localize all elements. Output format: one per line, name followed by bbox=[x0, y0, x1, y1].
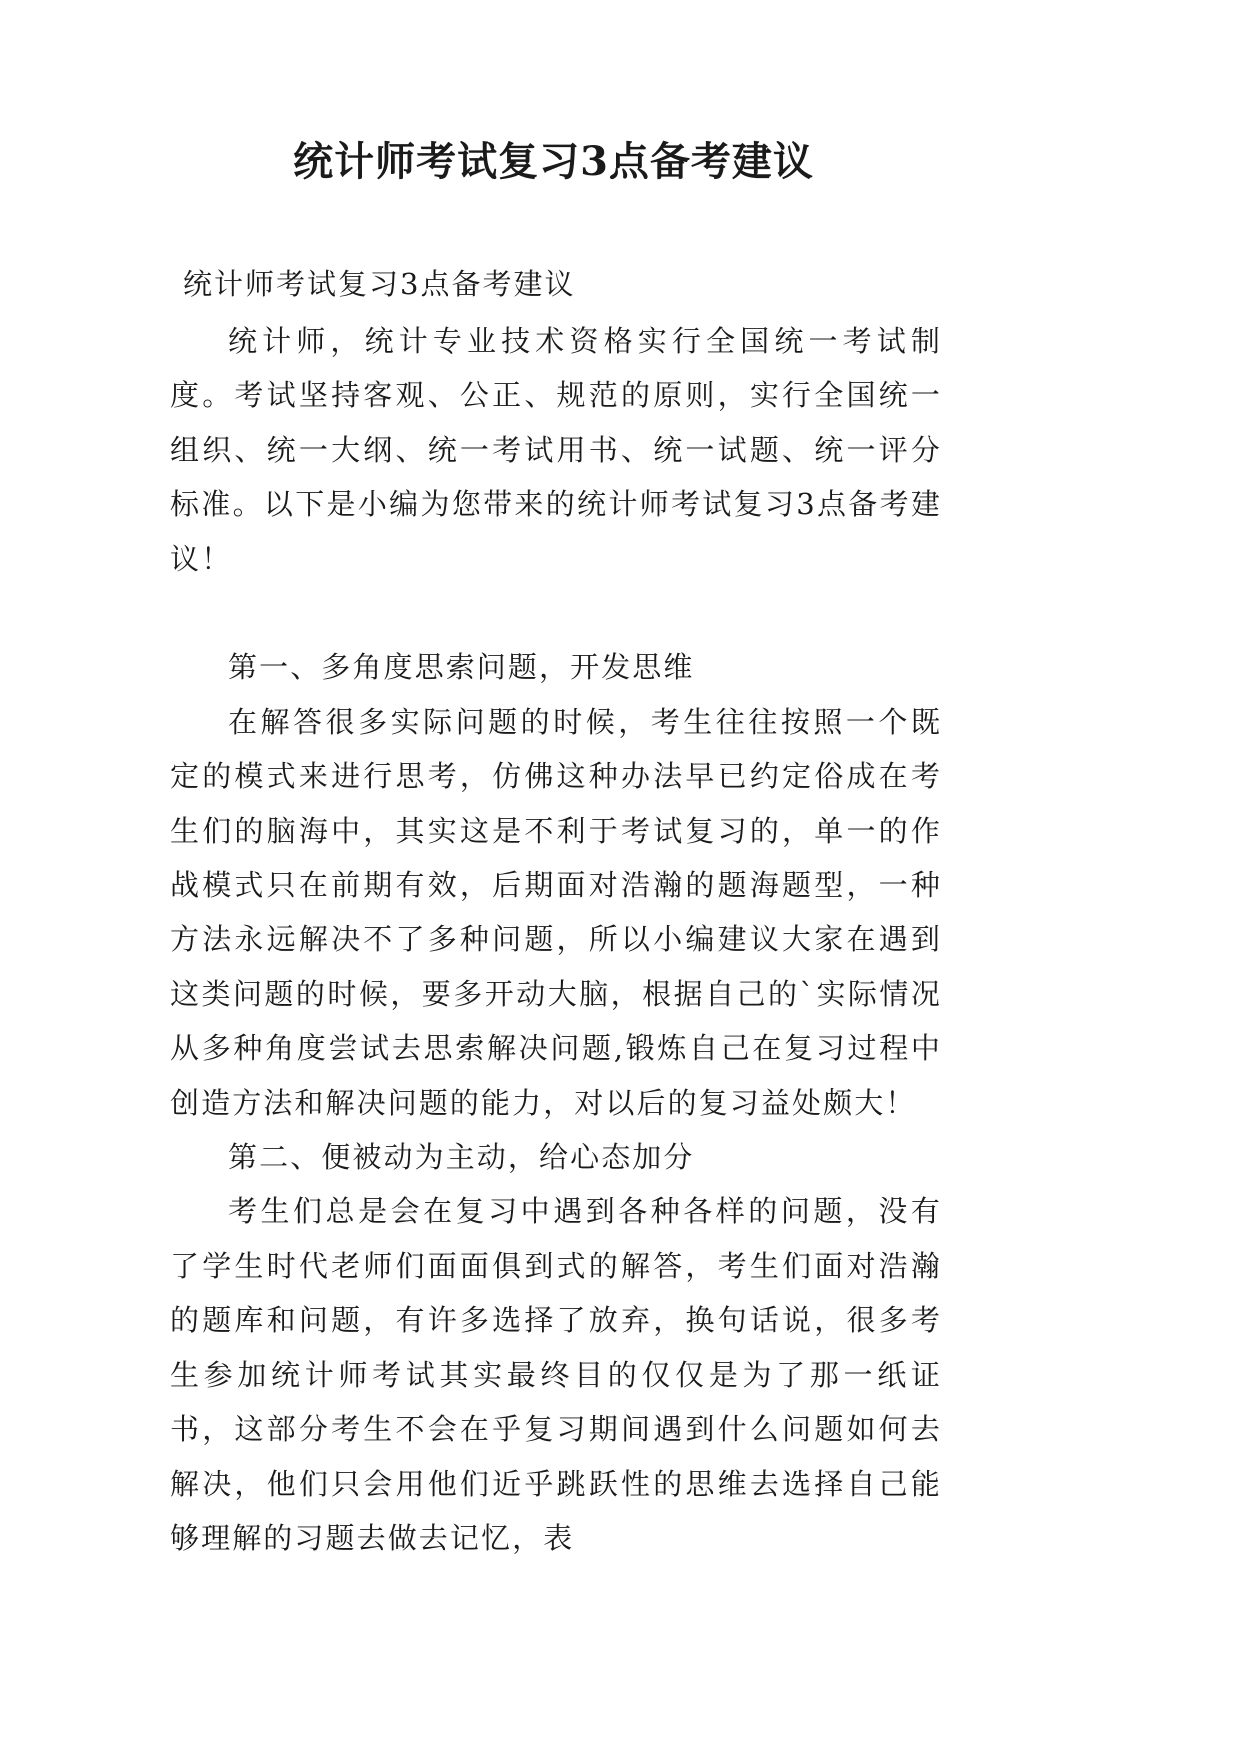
section-1-heading: 第一、多角度思索问题，开发思维 bbox=[228, 650, 695, 685]
intro-paragraph: 统计师，统计专业技术资格实行全国统一考试制度。考试坚持客观、公正、规范的原则，实行全国统一组织、统一大纲、统一考试用书、统一试题、统一评分标准。以下是小编为您带来的统计师考试复习3点备考建议！ bbox=[170, 324, 942, 576]
document-title: 统计师考试复习3点备考建议 bbox=[293, 138, 814, 185]
section-2-heading: 第二、便被动为主动，给心态加分 bbox=[228, 1140, 695, 1175]
section-1-paragraph: 在解答很多实际问题的时候，考生往往按照一个既定的模式来进行思考，仿佛这种办法早已约定俗成在考生们的脑海中，其实这是不利于考试复习的，单一的作战模式只在前期有效，后期面对浩瀚的题海题型，一种方法永远解决不了多种问题，所以小编建议大家在遇到这类问题的时候，要多开动大脑，根据自己的`实际情况从多种角度尝试去思索解决问题,锻炼自己在复习过程中创造方法和解决问题的能力，对以后的复习益处颇大！ bbox=[170, 704, 942, 1120]
section-2-paragraph: 考生们总是会在复习中遇到各种各样的问题，没有了学生时代老师们面面俱到式的解答，考生们面对浩瀚的题库和问题，有许多选择了放弃，换句话说，很多考生参加统计师考试其实最终目的仅仅是为了那一纸证书，这部分考生不会在乎复习期间遇到什么问题如何去解决，他们只会用他们近乎跳跃性的思维去选择自己能够理解的习题去做去记忆，表 bbox=[170, 1194, 942, 1555]
document-subtitle: 统计师考试复习3点备考建议 bbox=[183, 267, 576, 301]
document-body bbox=[170, 314, 942, 1565]
